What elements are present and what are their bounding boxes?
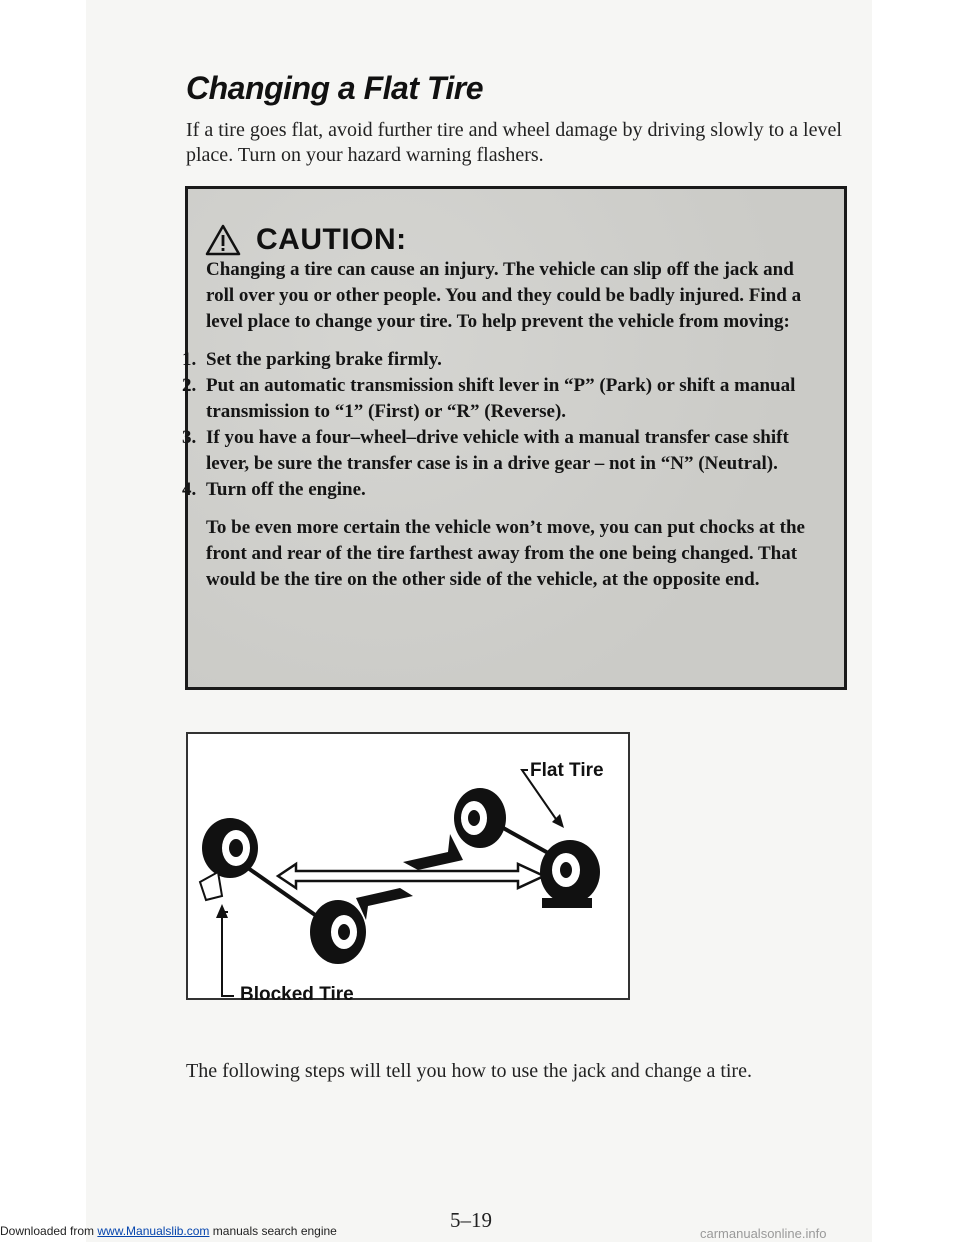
caution-box: [182, 186, 847, 690]
page-number: 5–19: [450, 1208, 492, 1232]
blocked-tire-icon: [200, 818, 258, 900]
intro-paragraph: If a tire goes flat, avoid further tire and wheel damage by driving slowly to a level place. Turn on your hazard warning flashers.: [186, 119, 842, 166]
caution-step: 2. Put an automatic transmission shift lever in “P” (Park) or shift a manual transmission to “1” (First) or “R” (Reverse).: [182, 375, 796, 422]
caution-step: 1. Set the parking brake firmly.: [182, 349, 442, 370]
flat-tire-icon: [540, 840, 600, 908]
caution-step: 4. Turn off the engine.: [182, 479, 366, 500]
tire-diagram: [186, 732, 630, 1005]
right-margin: [872, 0, 960, 1242]
caution-intro: Changing a tire can cause an injury. The vehicle can slip off the jack and roll over you or other people. You and they could be badly injured. Find a level place to change your tire. To help prevent the vehicle from moving:: [206, 259, 802, 332]
watermark: carmanualsonline.info: [700, 1226, 827, 1241]
rear-tire-icon: [454, 788, 506, 848]
caution-step: 3. If you have a four–wheel–drive vehicle with a manual transfer case shift lever, be sure the transfer case is in a drive gear – not in “N” (Neutral).: [182, 427, 789, 474]
caution-closing: To be even more certain the vehicle won’t move, you can put chocks at the front and rear of the tire farthest away from the one being changed. That would be the tire on the other side of the vehicle, at the opposite end.: [206, 517, 805, 590]
blocked-tire-label: Blocked Tire: [240, 984, 354, 1005]
caution-header: [204, 223, 407, 257]
caution-steps: [182, 347, 806, 503]
caution-body: [182, 257, 806, 593]
manualslib-link[interactable]: www.Manualslib.com: [97, 1224, 210, 1238]
caution-heading: CAUTION:: [256, 223, 407, 256]
footer-paragraph: The following steps will tell you how to use the jack and change a tire.: [186, 1060, 752, 1082]
front-tire-icon: [310, 900, 366, 964]
left-margin: [0, 0, 86, 1242]
flat-tire-label: Flat Tire: [530, 760, 604, 781]
section-title: Changing a Flat Tire: [186, 70, 483, 106]
download-banner: Downloaded from www.Manualslib.com manuals search engine: [0, 1224, 337, 1238]
warning-triangle-icon: [204, 223, 242, 257]
